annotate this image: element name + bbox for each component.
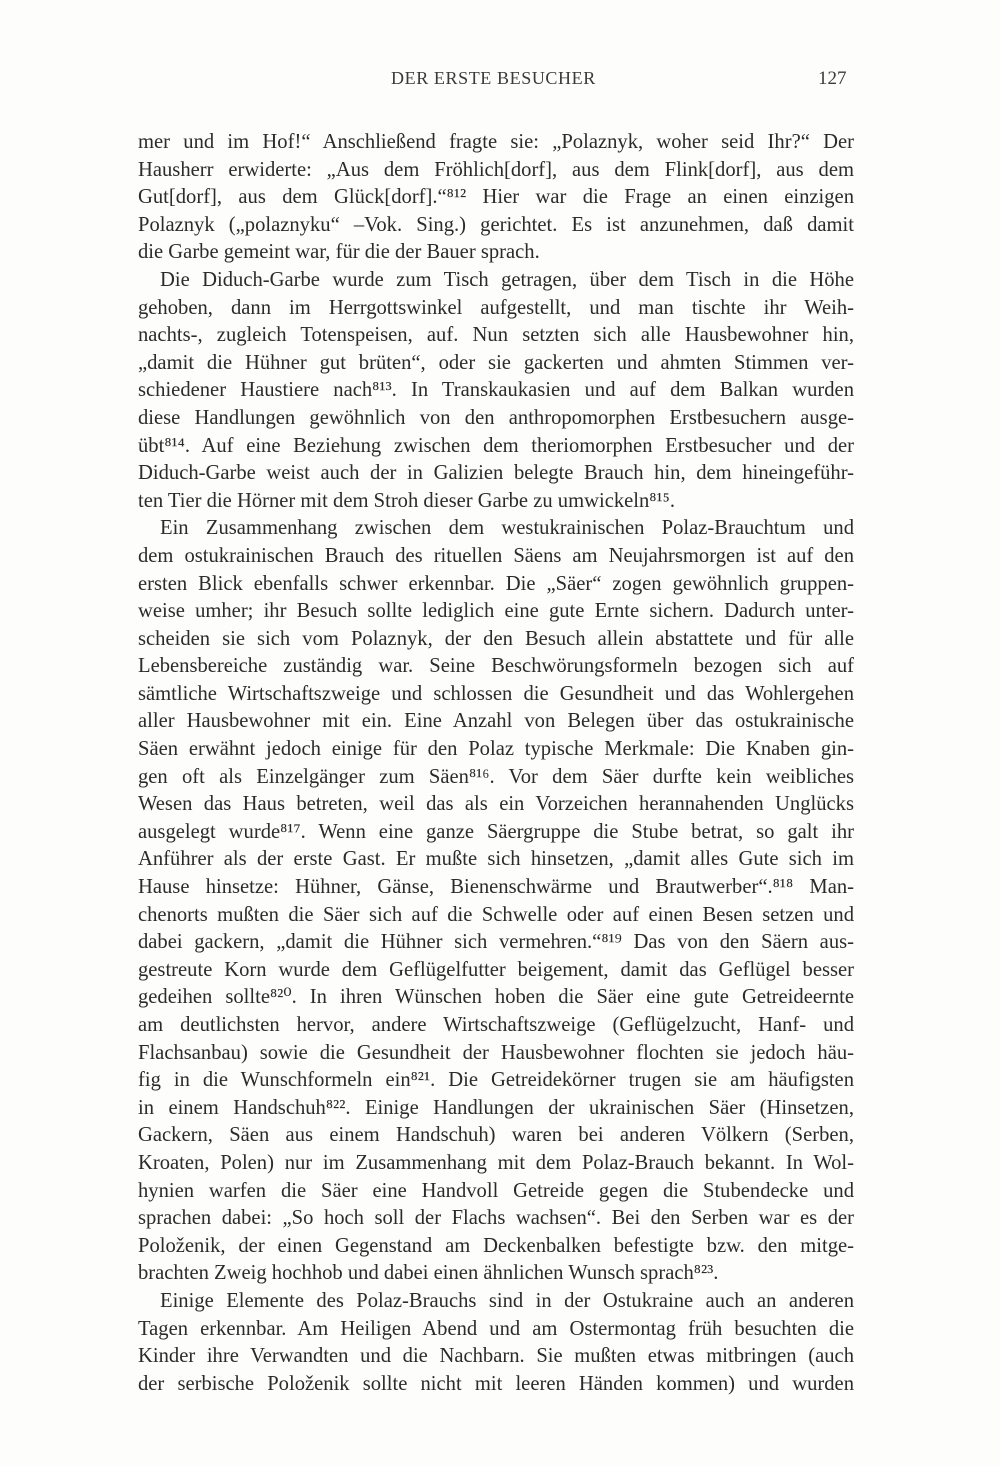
text-line: Hause hinsetze: Hühner, Gänse, Bienenschwärme und Brautwerber“.⁸¹⁸ Man- (138, 876, 854, 899)
text-line: Flachsanbau) sowie die Gesundheit der Hausbewohner flochten sie jedoch häu- (138, 1041, 854, 1064)
text-line: gedeihen sollte⁸²⁰. In ihren Wünschen hoben die Säer eine gute Getreideernte (138, 986, 854, 1009)
text-line: hynien warfen die Säer eine Handvoll Getreide gegen die Stubendecke und (138, 1179, 854, 1202)
text-line: mer und im Hof!“ Anschließend fragte sie: „Polaznyk, woher seid Ihr?“ Der (138, 131, 854, 153)
text-line: Položenik, der einen Gegenstand am Deckenbalken befestigte bzw. den mitge- (138, 1234, 854, 1257)
text-line: sprachen dabei: „So hoch soll der Flachs wachsen“. Bei den Serben war es der (138, 1207, 854, 1230)
text-line: Polaznyk („polaznyku“ –Vok. Sing.) gerichtet. Es ist anzunehmen, daß damit (138, 213, 854, 236)
page-number: 127 (818, 68, 847, 89)
text-line: dem ostukrainischen Brauch des rituellen Säens am Neujahrsmorgen ist auf den (138, 544, 854, 567)
text-line: chenorts mußten die Säer sich auf die Schwelle oder auf einen Besen setzen und (138, 903, 854, 926)
text-line: gen oft als Einzelgänger zum Säen⁸¹⁶. Vor dem Säer durfte kein weibliches (138, 765, 854, 788)
text-line: „damit die Hühner gut brüten“, oder sie gackerten und ahmten Stimmen ver- (138, 351, 854, 374)
text-line: der serbische Položenik sollte nicht mit leeren Händen kommen) und wurden (138, 1372, 854, 1395)
text-line: Wesen das Haus betreten, weil das als ein Vorzeichen herannahenden Unglücks (138, 793, 854, 816)
text-line: fig in die Wunschformeln ein⁸²¹. Die Getreidekörner trugen sie am häufigsten (138, 1069, 854, 1092)
text-line: Einige Elemente des Polaz-Brauchs sind in der Ostukraine auch an anderen (160, 1289, 854, 1312)
text-line: schiedener Haustiere nach⁸¹³. In Transkaukasien und auf dem Balkan wurden (138, 379, 854, 402)
text-line: ausgelegt wurde⁸¹⁷. Wenn eine ganze Säergruppe die Stube betrat, so galt ihr (138, 820, 854, 843)
text-line: Säen erwähnt jedoch einige für den Polaz typische Merkmale: Die Knaben gin- (138, 738, 854, 761)
page-header (0, 64, 1000, 94)
text-line: Kinder ihre Verwandten und die Nachbarn. Sie mußten etwas mitbringen (auch (138, 1345, 854, 1368)
text-line: dabei gackern, „damit die Hühner sich vermehren.“⁸¹⁹ Das von den Säern aus- (138, 931, 854, 954)
text-line: am deutlichsten hervor, andere Wirtschaftszweige (Geflügelzucht, Hanf- und (138, 1014, 854, 1036)
text-line: Die Diduch-Garbe wurde zum Tisch getragen, über dem Tisch in die Höhe (160, 268, 854, 291)
text-line: scheiden sie sich vom Polaznyk, der den Besuch allein abstattete und für alle (138, 627, 854, 650)
text-line: Hausherr erwiderte: „Aus dem Fröhlich[dorf], aus dem Flink[dorf], aus dem (138, 158, 854, 181)
body-text (138, 129, 854, 1398)
text-line: in einem Handschuh⁸²². Einige Handlungen der ukrainischen Säer (Hinsetzen, (138, 1096, 854, 1119)
text-line: brachten Zweig hochhob und dabei einen ähnlichen Wunsch sprach⁸²³. (138, 1262, 719, 1285)
text-line: Gackern, Säen aus einem Handschuh) waren bei anderen Völkern (Serben, (138, 1124, 854, 1147)
text-line: ersten Blick ebenfalls schwer erkennbar. Die „Säer“ zogen gewöhnlich gruppen- (138, 572, 854, 595)
text-line: Kroaten, Polen) nur im Zusammenhang mit dem Polaz-Brauch bekannt. In Wol- (138, 1151, 854, 1174)
text-line: gehoben, dann im Herrgottswinkel aufgestellt, und man tischte ihr Weih- (138, 296, 854, 319)
text-line: ten Tier die Hörner mit dem Stroh dieser Garbe zu umwickeln⁸¹⁵. (138, 489, 675, 512)
text-line: diese Handlungen gewöhnlich von den anthropomorphen Erstbesuchern ausge- (138, 406, 854, 429)
text-line: Tagen erkennbar. Am Heiligen Abend und am Ostermontag früh besuchten die (138, 1317, 854, 1340)
text-line: aller Hausbewohner mit ein. Eine Anzahl von Belegen über das ostukrainische (138, 710, 854, 733)
text-line: Diduch-Garbe weist auch der in Galizien belegte Brauch hin, dem hineingeführ- (138, 462, 854, 485)
text-line: weise umher; ihr Besuch sollte lediglich eine gute Ernte sichern. Dadurch unter- (138, 600, 854, 623)
text-line: Lebensbereiche zuständig war. Seine Beschwörungsformeln bezogen sich auf (138, 655, 854, 678)
text-line: Gut[dorf], aus dem Glück[dorf].“⁸¹² Hier war die Frage an einen einzigen (138, 186, 854, 209)
text-line: übt⁸¹⁴. Auf eine Beziehung zwischen dem theriomorphen Erstbesucher und der (138, 434, 854, 457)
text-line: sämtliche Wirtschaftszweige und schlossen die Gesundheit und das Wohlergehen (138, 682, 854, 705)
text-line: die Garbe gemeint war, für die der Bauer sprach. (138, 241, 540, 264)
running-head: DER ERSTE BESUCHER (391, 68, 596, 88)
text-line: gestreute Korn wurde dem Geflügelfutter beigement, damit das Geflügel besser (138, 958, 854, 981)
text-line: Ein Zusammenhang zwischen dem westukrainischen Polaz-Brauchtum und (160, 517, 854, 540)
text-line: nachts-, zugleich Totenspeisen, auf. Nun setzten sich alle Hausbewohner hin, (138, 324, 854, 347)
text-line: Anführer als der erste Gast. Er mußte sich hinsetzen, „damit alles Gute sich im (138, 848, 854, 871)
